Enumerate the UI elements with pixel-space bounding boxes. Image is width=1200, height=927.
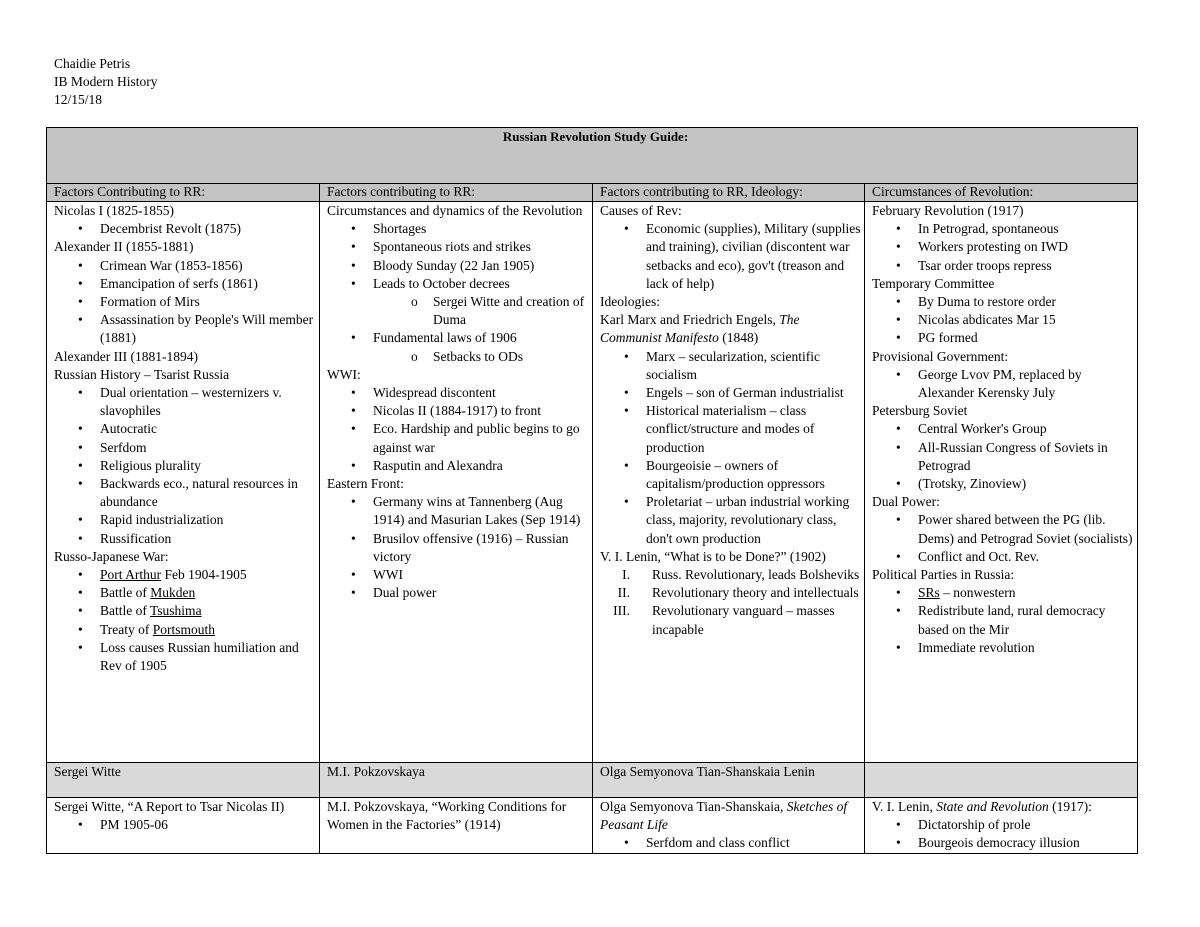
source-cell-pokzovskaya xyxy=(320,798,593,854)
note-heading: Alexander III (1881-1894) xyxy=(54,348,198,364)
italic-title: State and Revolution xyxy=(936,799,1049,814)
study-guide-table xyxy=(46,127,1138,854)
note-bullet: • Russification xyxy=(54,530,319,548)
note-sub-bullet: o Sergei Witte and creation of Duma xyxy=(327,293,592,329)
note-bullet: • WWI xyxy=(327,566,592,584)
source-cell-tian-shanskaia xyxy=(593,798,865,854)
note-bullet: • In Petrograd, spontaneous xyxy=(872,220,1137,238)
note-bullet: • Dictatorship of prole xyxy=(872,816,1137,834)
source-cell-witte xyxy=(47,798,320,854)
note-heading: Eastern Front: xyxy=(327,476,404,492)
roman-numbered-item: II. Revolutionary theory and intellectuals xyxy=(600,584,864,602)
table-title: Russian Revolution Study Guide: xyxy=(47,128,1138,184)
note-bullet: • Central Worker's Group xyxy=(872,420,1137,438)
note-bullet: • Power shared between the PG (lib. Dems) and Petrograd Soviet (socialists) xyxy=(872,511,1137,547)
note-heading: Russian History – Tsarist Russia xyxy=(54,366,230,382)
note-bullet: • Fundamental laws of 1906 xyxy=(327,329,592,347)
note-bullet: • Emancipation of serfs (1861) xyxy=(54,275,319,293)
note-heading: Karl Marx and Friedrich Engels, The Communist Manifesto (1848) xyxy=(600,312,800,346)
note-bullet: • Immediate revolution xyxy=(872,639,1137,657)
note-bullet: • Treaty of Portsmouth xyxy=(54,621,319,639)
note-heading: February Revolution (1917) xyxy=(872,203,1024,218)
underlined-term: Portsmouth xyxy=(152,621,216,637)
note-bullet: • By Duma to restore order xyxy=(872,293,1137,311)
note-bullet: • SRs – nonwestern xyxy=(872,584,1137,602)
note-heading: WWI: xyxy=(327,366,361,382)
note-heading: Ideologies: xyxy=(600,294,660,310)
note-bullet: • Battle of Mukden xyxy=(54,584,319,602)
note-bullet: • Bourgeois democracy illusion xyxy=(872,834,1137,852)
source-author-cell: Olga Semyonova Tian-Shanskaia Lenin xyxy=(593,763,865,798)
note-heading: Provisional Government: xyxy=(872,348,1009,364)
roman-numeral: I. xyxy=(622,567,630,583)
note-bullet: • Nicolas II (1884-1917) to front xyxy=(327,402,592,420)
document-header xyxy=(54,55,158,109)
sources-row xyxy=(47,798,1138,854)
note-bullet: • Shortages xyxy=(327,220,592,238)
note-heading: Nicolas I (1825-1855) xyxy=(54,203,174,218)
note-bullet: • George Lvov PM, replaced by Alexander Kerensky July xyxy=(872,366,1137,402)
author-name-row xyxy=(47,763,1138,798)
note-bullet: • Backwards eco., natural resources in abundance xyxy=(54,475,319,511)
roman-numeral: III. xyxy=(613,603,630,619)
note-bullet: • Crimean War (1853-1856) xyxy=(54,257,319,275)
note-heading: Petersburg Soviet xyxy=(872,403,968,419)
note-bullet: • Germany wins at Tannenberg (Aug 1914) and Masurian Lakes (Sep 1914) xyxy=(327,493,592,529)
note-bullet: • Serfdom xyxy=(54,439,319,457)
note-bullet: • Spontaneous riots and strikes xyxy=(327,238,592,256)
source-title: Sergei Witte, “A Report to Tsar Nicolas II) xyxy=(54,799,285,814)
note-bullet: • Port Arthur Feb 1904-1905 xyxy=(54,566,319,584)
notes-cell-circumstances xyxy=(865,202,1138,763)
course-name: IB Modern History xyxy=(54,74,158,89)
note-bullet: • Brusilov offensive (1916) – Russian victory xyxy=(327,530,592,566)
note-bullet: • Battle of Tsushima xyxy=(54,602,319,620)
note-bullet: • Proletariat – urban industrial working class, majority, revolutionary class, don't own production xyxy=(600,493,864,548)
source-author-cell: Sergei Witte xyxy=(47,763,320,798)
note-heading: Russo-Japanese War: xyxy=(54,548,169,564)
note-bullet: • Autocratic xyxy=(54,420,319,438)
source-title: Olga Semyonova Tian-Shanskaia, Sketches of Peasant Life xyxy=(600,799,848,833)
note-bullet: • Nicolas abdicates Mar 15 xyxy=(872,311,1137,329)
roman-numbered-item: III. Revolutionary vanguard – masses incapable xyxy=(613,603,835,637)
note-bullet: • Loss causes Russian humiliation and Rev of 1905 xyxy=(54,639,319,675)
source-author-cell: M.I. Pokzovskaya xyxy=(320,763,593,798)
column-header: Factors Contributing to RR: xyxy=(47,184,320,202)
note-bullet: • (Trotsky, Zinoview) xyxy=(872,475,1137,493)
column-header: Factors contributing to RR: xyxy=(320,184,593,202)
note-heading: Political Parties in Russia: xyxy=(872,567,1015,583)
note-heading: Causes of Rev: xyxy=(600,203,682,218)
underlined-term: Tsushima xyxy=(150,603,202,619)
underlined-term: SRs xyxy=(918,585,940,601)
source-author-cell xyxy=(865,763,1138,798)
note-heading: Alexander II (1855-1881) xyxy=(54,239,194,255)
note-bullet: • Assassination by People's Will member (1881) xyxy=(54,311,319,347)
note-bullet: • Workers protesting on IWD xyxy=(872,238,1137,256)
notes-cell-tsarist-russia xyxy=(47,202,320,763)
note-bullet: • Serfdom and class conflict xyxy=(600,834,864,852)
note-bullet: • Bourgeoisie – owners of capitalism/production oppressors xyxy=(600,457,864,493)
italic-title: The Communist Manifesto xyxy=(600,312,800,346)
note-bullet: • Economic (supplies), Military (supplies and training), civilian (discontent war setbacks and eco), gov't (treason and lack of help) xyxy=(600,220,864,293)
note-heading: Dual Power: xyxy=(872,494,940,510)
note-bullet: • Widespread discontent xyxy=(327,384,592,402)
note-bullet: • Rapid industrialization xyxy=(54,511,319,529)
note-bullet: • Bloody Sunday (22 Jan 1905) xyxy=(327,257,592,275)
note-bullet: • Eco. Hardship and public begins to go against war xyxy=(327,420,592,456)
note-bullet: • Rasputin and Alexandra xyxy=(327,457,592,475)
source-title: M.I. Pokzovskaya, “Working Conditions for Women in the Factories” (1914) xyxy=(327,799,567,833)
roman-numeral: II. xyxy=(617,585,630,601)
note-bullet: • PG formed xyxy=(872,329,1137,347)
column-header-row xyxy=(47,184,1138,202)
note-bullet: • All-Russian Congress of Soviets in Petrograd xyxy=(872,439,1137,475)
author-name: Chaidie Petris xyxy=(54,56,131,71)
source-cell-lenin xyxy=(865,798,1138,854)
note-heading: V. I. Lenin, “What is to be Done?” (1902) xyxy=(600,548,826,564)
note-sub-bullet: o Setbacks to ODs xyxy=(327,348,592,366)
column-header: Factors contributing to RR, Ideology: xyxy=(593,184,865,202)
note-bullet: • Historical materialism – class conflict/structure and modes of production xyxy=(600,402,864,457)
underlined-term: Port Arthur xyxy=(100,567,162,583)
source-title: V. I. Lenin, State and Revolution (1917): xyxy=(872,799,1092,814)
note-bullet: • Formation of Mirs xyxy=(54,293,319,311)
note-heading: Temporary Committee xyxy=(872,275,995,291)
italic-title: Sketches of Peasant Life xyxy=(600,799,848,833)
column-header: Circumstances of Revolution: xyxy=(865,184,1138,202)
roman-numbered-item: I. Russ. Revolutionary, leads Bolsheviks xyxy=(600,566,864,584)
underlined-term: Mukden xyxy=(150,585,196,601)
note-bullet: • Redistribute land, rural democracy based on the Mir xyxy=(872,602,1137,638)
document-date: 12/15/18 xyxy=(54,92,103,107)
note-bullet: • Leads to October decrees xyxy=(327,275,592,293)
note-bullet: • Dual power xyxy=(327,584,592,602)
note-bullet: • Decembrist Revolt (1875) xyxy=(54,220,319,238)
note-bullet: • Engels – son of German industrialist xyxy=(600,384,864,402)
note-bullet: • Dual orientation – westernizers v. slavophiles xyxy=(54,384,319,420)
note-bullet: • Conflict and Oct. Rev. xyxy=(872,548,1137,566)
notes-cell-ideology xyxy=(593,202,865,763)
note-bullet: • PM 1905-06 xyxy=(54,816,319,834)
notes-row xyxy=(47,202,1138,763)
note-bullet: • Marx – secularization, scientific socialism xyxy=(600,348,864,384)
note-heading: Circumstances and dynamics of the Revolution xyxy=(327,203,583,218)
notes-cell-revolution-dynamics xyxy=(320,202,593,763)
note-bullet: • Tsar order troops repress xyxy=(872,257,1137,275)
note-bullet: • Religious plurality xyxy=(54,457,319,475)
